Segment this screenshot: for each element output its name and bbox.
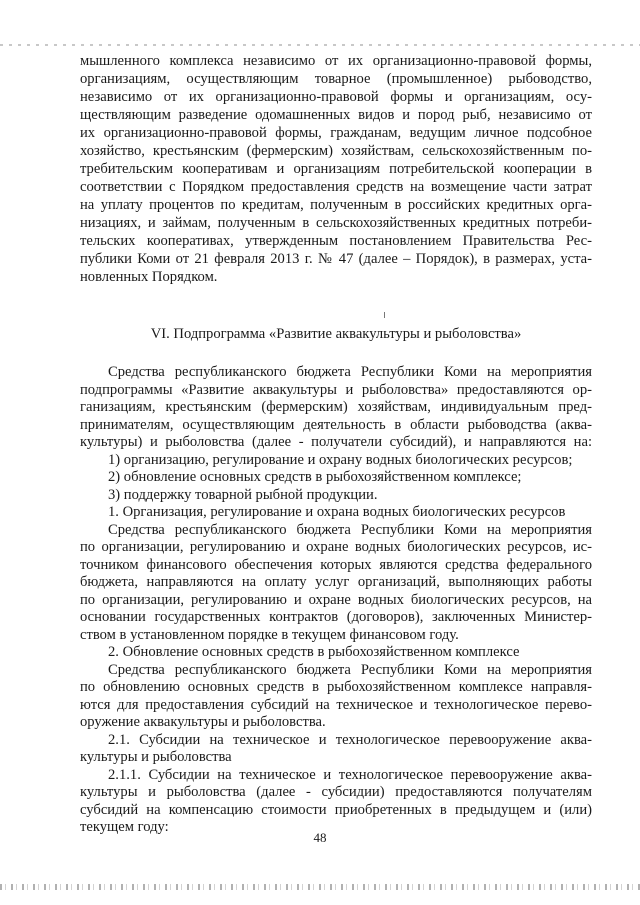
- text-line: по организации, регулированию и охране водных биологических ресурсов, на: [80, 591, 592, 608]
- scan-edge-bottom: [0, 884, 640, 890]
- list-item: 2) обновление основных средств в рыбохозяйственном комплексе;: [108, 469, 522, 485]
- text-line: культуры) и рыболовства (далее - получатели субсидий), и направляются на:: [80, 434, 592, 450]
- text-line: низациях, и займам, полученным в сельскохозяйственных кредитных потреби-: [80, 215, 592, 231]
- section-body: [80, 364, 592, 837]
- text-line: организациям, осуществляющим товарное (промышленное) рыбоводство,: [80, 71, 592, 87]
- text-line: ществляющим разведение одомашненных видов и пород рыб, независимо от: [80, 107, 592, 123]
- list-item: 3) поддержку товарной рыбной продукции.: [108, 486, 378, 503]
- text-line: ются для предоставления субсидий на техническое и технологическое перево-: [80, 696, 592, 713]
- text-line: новленных Порядком.: [80, 269, 218, 285]
- subsection-title: культуры и рыболовства: [80, 749, 232, 765]
- text-line: культуры и рыболовства (далее - субсидии) предоставляются получателям: [80, 784, 592, 800]
- paragraph-top: [80, 52, 592, 286]
- text-line: тельских кооперативах, утвержденным постановлением Правительства Рес-: [80, 233, 592, 249]
- page-number: 48: [313, 830, 327, 845]
- text-line: Средства республиканского бюджета Республики Коми на мероприятия: [108, 364, 592, 380]
- subsection-title: 2. Обновление основных средств в рыбохозяйственном комплексе: [108, 644, 520, 660]
- text-line: оружение аквакультуры и рыболовства.: [80, 714, 326, 730]
- text-line: по обновлению основных средств в рыбохозяйственном комплексе направля-: [80, 679, 592, 695]
- text-line: 2.1.1. Субсидии на техническое и технологическое перевооружение аква-: [108, 766, 592, 783]
- text-line: текущем году:: [80, 819, 169, 835]
- text-line: подпрограммы «Развитие аквакультуры и рыболовства» предоставляются ор-: [80, 381, 592, 398]
- scan-edge-top: [0, 44, 640, 46]
- text-line: Средства республиканского бюджета Республики Коми на мероприятия: [108, 661, 592, 678]
- text-line: основании государственных контрактов (договоров), заключенных Министер-: [80, 609, 592, 625]
- text-line: на уплату процентов по кредитам, полученным в российских кредитных орга-: [80, 197, 592, 213]
- text-line: ством в установленном порядке в текущем финансовом году.: [80, 626, 459, 643]
- list-item: 1) организацию, регулирование и охрану водных биологических ресурсов;: [108, 451, 573, 468]
- section-heading: VI. Подпрограмма «Развитие аквакультуры и рыболовства»: [150, 326, 522, 342]
- text-line: субсидий на компенсацию стоимости приобретенных в предыдущем и (или): [80, 801, 592, 818]
- text-line: по организации, регулированию и охране водных биологических ресурсов, ис-: [80, 539, 592, 555]
- subsection-title: 2.1. Субсидии на техническое и технологическое перевооружение аква-: [108, 731, 592, 748]
- text-line: точником финансового обеспечения которых являются средства федерального: [80, 556, 592, 573]
- text-line: независимо от их организационно-правовой формы и организациям, осу-: [80, 89, 592, 105]
- scan-mark: [384, 312, 385, 318]
- text-line: требительским кооперативам и организациям потребительской кооперации в: [80, 161, 592, 177]
- text-line: их организационно-правовой формы, гражданам, ведущим личное подсобное: [80, 125, 592, 141]
- text-line: принимателям, осуществляющим деятельность в области рыбоводства (аква-: [80, 416, 592, 433]
- text-line: Средства республиканского бюджета Республики Коми на мероприятия: [108, 521, 592, 538]
- text-line: ганизациям, крестьянским (фермерским) хозяйствам, индивидуальным пред-: [80, 399, 592, 415]
- text-line: хозяйство, крестьянским (фермерским) хозяйствам, сельскохозяйственным по-: [80, 143, 592, 159]
- text-line: бюджета, направляются на оплату услуг организаций, выполняющих работы: [80, 574, 592, 590]
- text-line: соответствии с Порядком предоставления средств на возмещение части затрат: [80, 179, 592, 195]
- text-line: публики Коми от 21 февраля 2013 г. № 47 (далее – Порядок), в размерах, уста-: [80, 251, 592, 267]
- subsection-title: 1. Организация, регулирование и охрана водных биологических ресурсов: [108, 504, 566, 520]
- text-line: мышленного комплекса независимо от их организационно-правовой формы,: [80, 53, 592, 69]
